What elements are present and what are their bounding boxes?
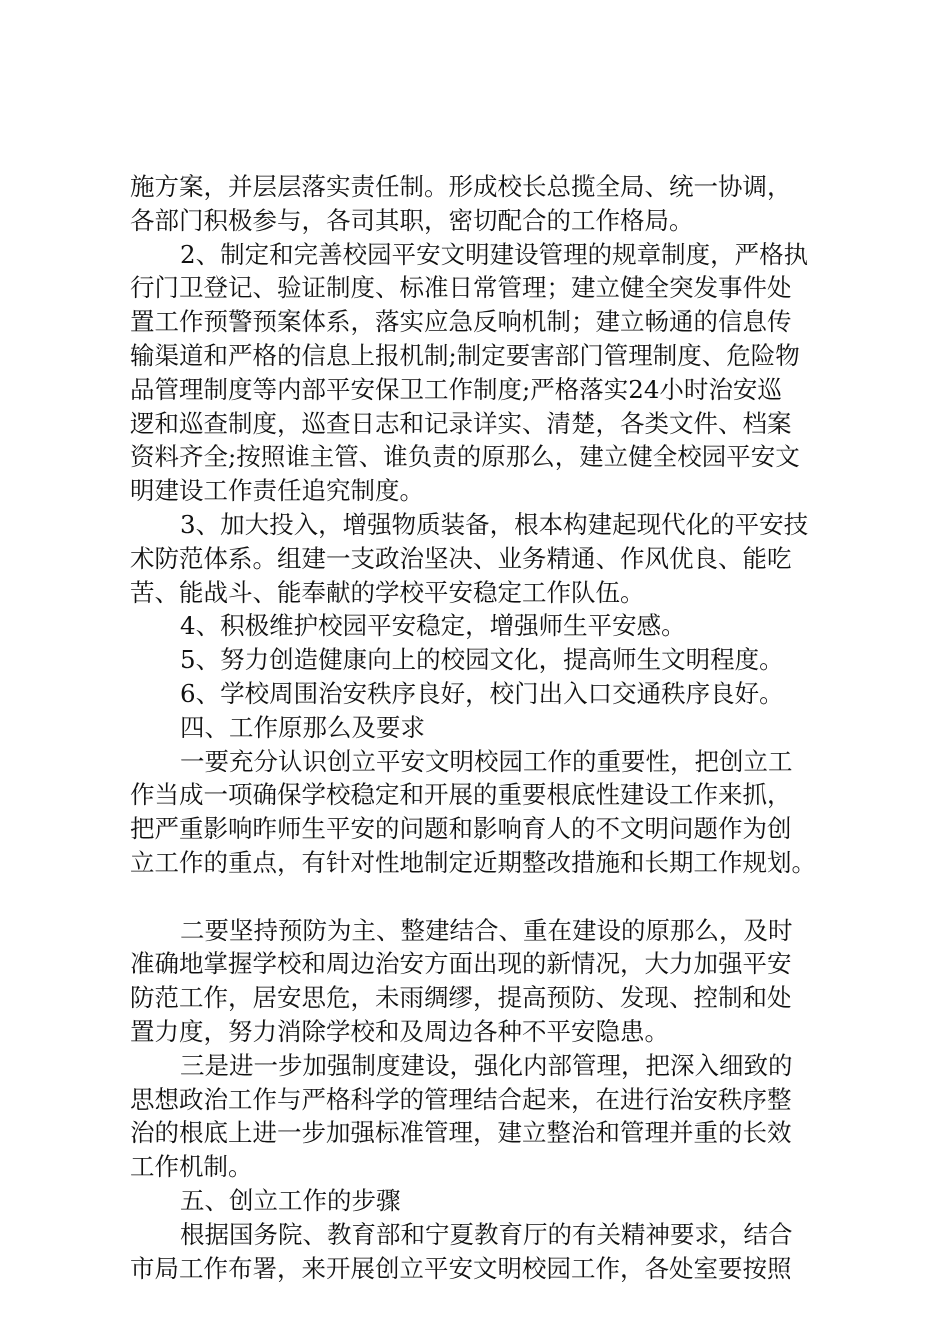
text-line: 五、创立工作的步骤 xyxy=(180,1185,401,1215)
text-line: 苦、能战斗、能奉献的学校平安稳定工作队伍。 xyxy=(130,577,645,607)
document-body xyxy=(130,170,830,1285)
text-line: 工作机制。 xyxy=(130,1152,253,1182)
text-line: 思想政治工作与严格科学的管理结合起来，在进行治安秩序整 xyxy=(130,1084,792,1114)
text-line: 市局工作布署，来开展创立平安文明校园工作，各处室要按照 xyxy=(130,1253,792,1283)
text-line: 把严重影响昨师生平安的问题和影响育人的不文明问题作为创 xyxy=(130,814,792,844)
paragraph-gap xyxy=(130,880,830,914)
text-line: 逻和巡查制度，巡查日志和记录详实、清楚，各类文件、档案 xyxy=(130,408,792,438)
text-line: 准确地掌握学校和周边治安方面出现的新情况，大力加强平安 xyxy=(130,949,792,979)
text-line: 2、制定和完善校园平安文明建设管理的规章制度，严格执 xyxy=(180,239,809,269)
text-line: 置力度，努力消除学校和及周边各种不平安隐患。 xyxy=(130,1016,669,1046)
text-line: 四、工作原那么及要求 xyxy=(180,712,425,742)
text-line: 各部门积极参与，各司其职，密切配合的工作格局。 xyxy=(130,205,694,235)
text-line: 立工作的重点，有针对性地制定近期整改措施和长期工作规划。 xyxy=(130,847,816,877)
text-line: 3、加大投入，增强物质装备，根本构建起现代化的平安技 xyxy=(180,509,809,539)
text-line: 置工作预警预案体系，落实应急反响机制；建立畅通的信息传 xyxy=(130,307,792,337)
text-line: 二要坚持预防为主、整建结合、重在建设的原那么，及时 xyxy=(180,915,793,945)
text-line: 6、学校周围治安秩序良好，校门出入口交通秩序良好。 xyxy=(180,678,784,708)
text-line: 资料齐全;按照谁主管、谁负责的原那么，建立健全校园平安文 xyxy=(130,442,800,472)
text-line: 术防范体系。组建一支政治坚决、业务精通、作风优良、能吃 xyxy=(130,543,792,573)
text-line: 作当成一项确保学校稳定和开展的重要根底性建设工作来抓， xyxy=(130,780,792,810)
text-line: 行门卫登记、验证制度、标准日常管理；建立健全突发事件处 xyxy=(130,273,792,303)
text-line: 根据国务院、教育部和宁夏教育厅的有关精神要求，结合 xyxy=(180,1219,793,1249)
text-line: 一要充分认识创立平安文明校园工作的重要性，把创立工 xyxy=(180,746,793,776)
text-line: 输渠道和严格的信息上报机制;制定要害部门管理制度、危险物 xyxy=(130,340,800,370)
text-line: 三是进一步加强制度建设，强化内部管理，把深入细致的 xyxy=(180,1050,793,1080)
text-line: 4、积极维护校园平安稳定，增强师生平安感。 xyxy=(180,611,686,641)
text-line: 防范工作，居安思危，未雨绸缪，提高预防、发现、控制和处 xyxy=(130,983,792,1013)
text-line: 品管理制度等内部平安保卫工作制度;严格落实24小时治安巡 xyxy=(130,374,782,404)
text-line: 治的根底上进一步加强标准管理，建立整治和管理并重的长效 xyxy=(130,1118,792,1148)
text-line: 5、努力创造健康向上的校园文化，提高师生文明程度。 xyxy=(180,645,784,675)
text-line: 明建设工作责任追究制度。 xyxy=(130,476,424,506)
text-line: 施方案，并层层落实责任制。形成校长总揽全局、统一协调， xyxy=(130,172,792,201)
